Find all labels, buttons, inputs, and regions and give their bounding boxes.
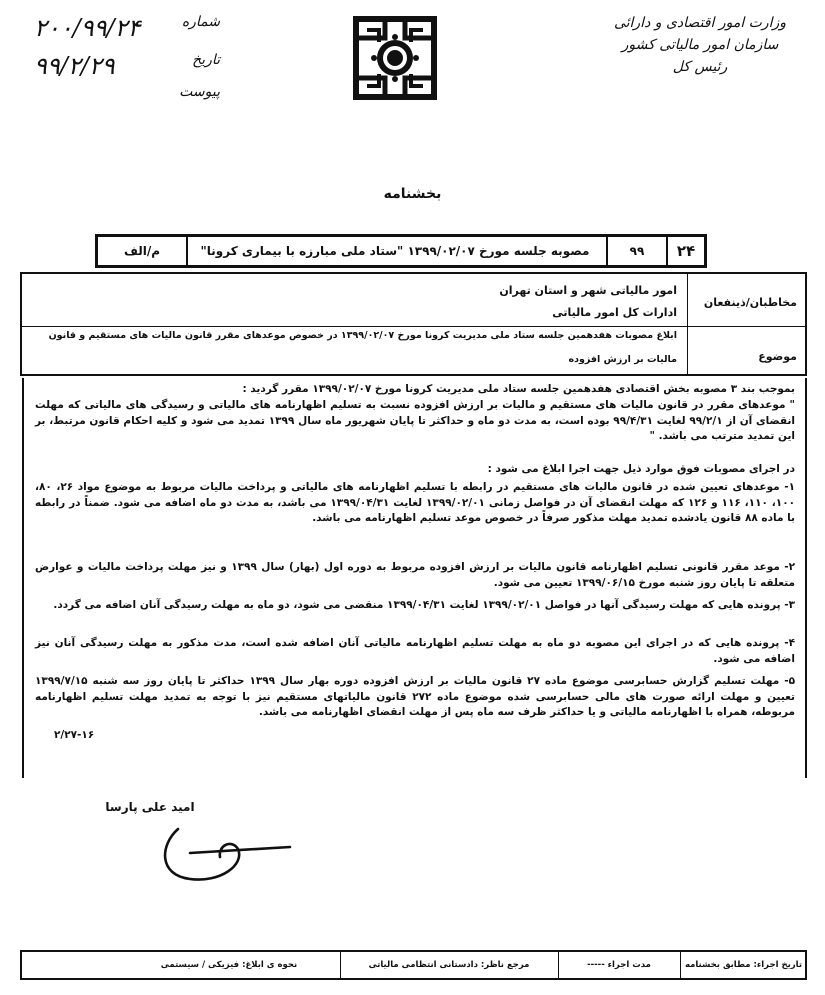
ministry-line-1: وزارت امور اقتصادی و دارائی <box>613 15 787 31</box>
tax-organization-logo <box>345 8 445 108</box>
circular-number-b: ۹۹ <box>629 244 645 258</box>
body-item-5: ۵- مهلت تسلیم گزارش حسابرسی موضوع ماده ۲۷ قانون مالیات بر ارزش افزوده دوره بهار سال ۱۳۹۹ حداکثر تا پایان روز سه شنبه ۱۳۹۹/۷/۱۵ تعیین و مهلت ارائه صورت های مالی حسابرسی شده موضوع ماده ۲۷۲ قانون مالیاتهای مستقیم نیز با توجه به تمدید مهلت تسلیم اظهارنامه مربوطه، همراه با اظهارنامه مالیاتی و یا حداکثر ظرف سه ماه پس از مهلت انقضای اظهارنامه می باشد. <box>35 675 795 719</box>
addressee-line-1: امور مالیاتی شهر و استان تهران <box>499 284 677 297</box>
body-intro: بموجب بند ۳ مصوبه بخش اقتصادی هفدهمین جلسه ستاد ملی مدیریت کرونا مورخ ۱۳۹۹/۰۲/۰۷ مقرر گردید : <box>242 383 795 395</box>
circular-number-a: ۲۴ <box>676 242 696 260</box>
number-label: شماره <box>181 14 220 30</box>
attachment-label: پیوست <box>179 84 220 100</box>
signatory-name: امید علی پارسا <box>105 800 195 814</box>
registry-block <box>30 14 220 109</box>
addressees-label: مخاطبان/ذینفعان <box>703 296 797 309</box>
body-lead: در اجرای مصوبات فوق موارد ذیل جهت اجرا ابلاغ می شود : <box>487 463 795 475</box>
date-value: ۹۹/۲/۲۹ <box>34 52 115 80</box>
body-item-3: ۳- پرونده هایی که مهلت رسیدگی آنها در فواصل ۱۳۹۹/۰۲/۰۱ لغایت ۱۳۹۹/۰۴/۳۱ منقضی می شود، دو ماه به مهلت رسیدگی آنان اضافه می گردد. <box>53 599 795 611</box>
circular-number-box <box>95 234 707 268</box>
body-quote: " موعدهای مقرر در قانون مالیات های مستقیم و مالیات بر ارزش افزوده نسبت به تسلیم اظهارنامه های مالیاتی و رسیدگی های مالیاتی که مهلت انقضای آن از ۹۹/۲/۱ لغایت ۹۹/۴/۳۱ بوده است، به مدت دو ماه و حداکثر تا پایان شهریور ماه سال ۱۳۹۹ تمدید می شود و کلیه احکام قانون مرتبط، بر این تمدید مترتب می باشد. " <box>35 399 796 443</box>
ministry-header <box>595 12 805 78</box>
addressee-line-2: ادارات کل امور مالیاتی <box>552 306 677 319</box>
footer-table <box>20 950 807 980</box>
subject-line-2: مالیات بر ارزش افزوده <box>568 354 677 365</box>
footer-authority: مرجع ناظر: دادستانی انتظامی مالیاتی <box>368 960 530 970</box>
ministry-line-2: سازمان امور مالیاتی کشور <box>621 37 779 53</box>
ministry-line-3: رئیس کل <box>672 59 728 75</box>
circular-suffix: م/الف <box>123 244 161 258</box>
body-item-2: ۲- موعد مقرر قانونی تسلیم اظهارنامه قانون مالیات بر ارزش افزوده مربوط به دوره اول (بهار) سال ۱۳۹۹ و نیز مهلت پرداخت مالیات و عوارض متعلقه تا پایان روز شنبه مورخ ۱۳۹۹/۰۶/۱۵ تعیین می شود. <box>35 561 795 589</box>
header-table <box>20 272 807 376</box>
body-code: ۲/۲۷-۱۶ <box>54 729 95 741</box>
date-label: تاریخ <box>192 52 220 68</box>
number-value: ۲۰۰/۹۹/۲۴ <box>34 14 141 42</box>
body-item-1: ۱- موعدهای تعیین شده در قانون مالیات های مستقیم در رابطه با تسلیم اظهارنامه های مالیاتی و پرداخت مالیات مربوط به موضوع مواد ۲۶، ۸۰، ۱۰۰، ۱۱۰، ۱۱۶ و ۱۲۶ که مهلت انقضای آن در فواصل زمانی ۱۳۹۹/۰۲/۰۱ لغایت ۱۳۹۹/۰۴/۳۱ می باشد، به مدت دو ماه اضافه می شود. ضمناً در رابطه با ماده ۸۸ قانون یادشده تمدید مهلت مذکور صرفاً در خصوص موعد تسلیم اظهارنامه می باشد. <box>35 481 796 525</box>
body-item-4: ۴- پرونده هایی که در اجرای این مصوبه دو ماه به مهلت تسلیم اظهارنامه مالیاتی آنان اضافه شده است، مدت مذکور به مهلت رسیدگی آنان نیز اضافه می شود. <box>35 637 795 665</box>
footer-delivery: نحوه ی ابلاغ: فیزیکی / سیستمی <box>160 960 298 970</box>
circular-subject: مصوبه جلسه مورخ ۱۳۹۹/۰۲/۰۷ "ستاد ملی مبارزه با بیماری کرونا" <box>200 244 590 258</box>
footer-duration: مدت اجراء ----- <box>587 960 651 970</box>
subject-line-1: ابلاغ مصوبات هفدهمین جلسه ستاد ملی مدیریت کرونا مورخ ۱۳۹۹/۰۲/۰۷ در خصوص موعدهای مقرر قانون مالیات های مستقیم و قانون <box>48 330 677 341</box>
circular-body <box>22 378 807 778</box>
handwritten-signature <box>150 815 300 890</box>
subject-label: موضوع <box>758 350 797 363</box>
footer-exec-date: تاریخ اجراء: مطابق بخشنامه <box>684 960 803 970</box>
page-title: بخشنامه <box>383 186 442 202</box>
